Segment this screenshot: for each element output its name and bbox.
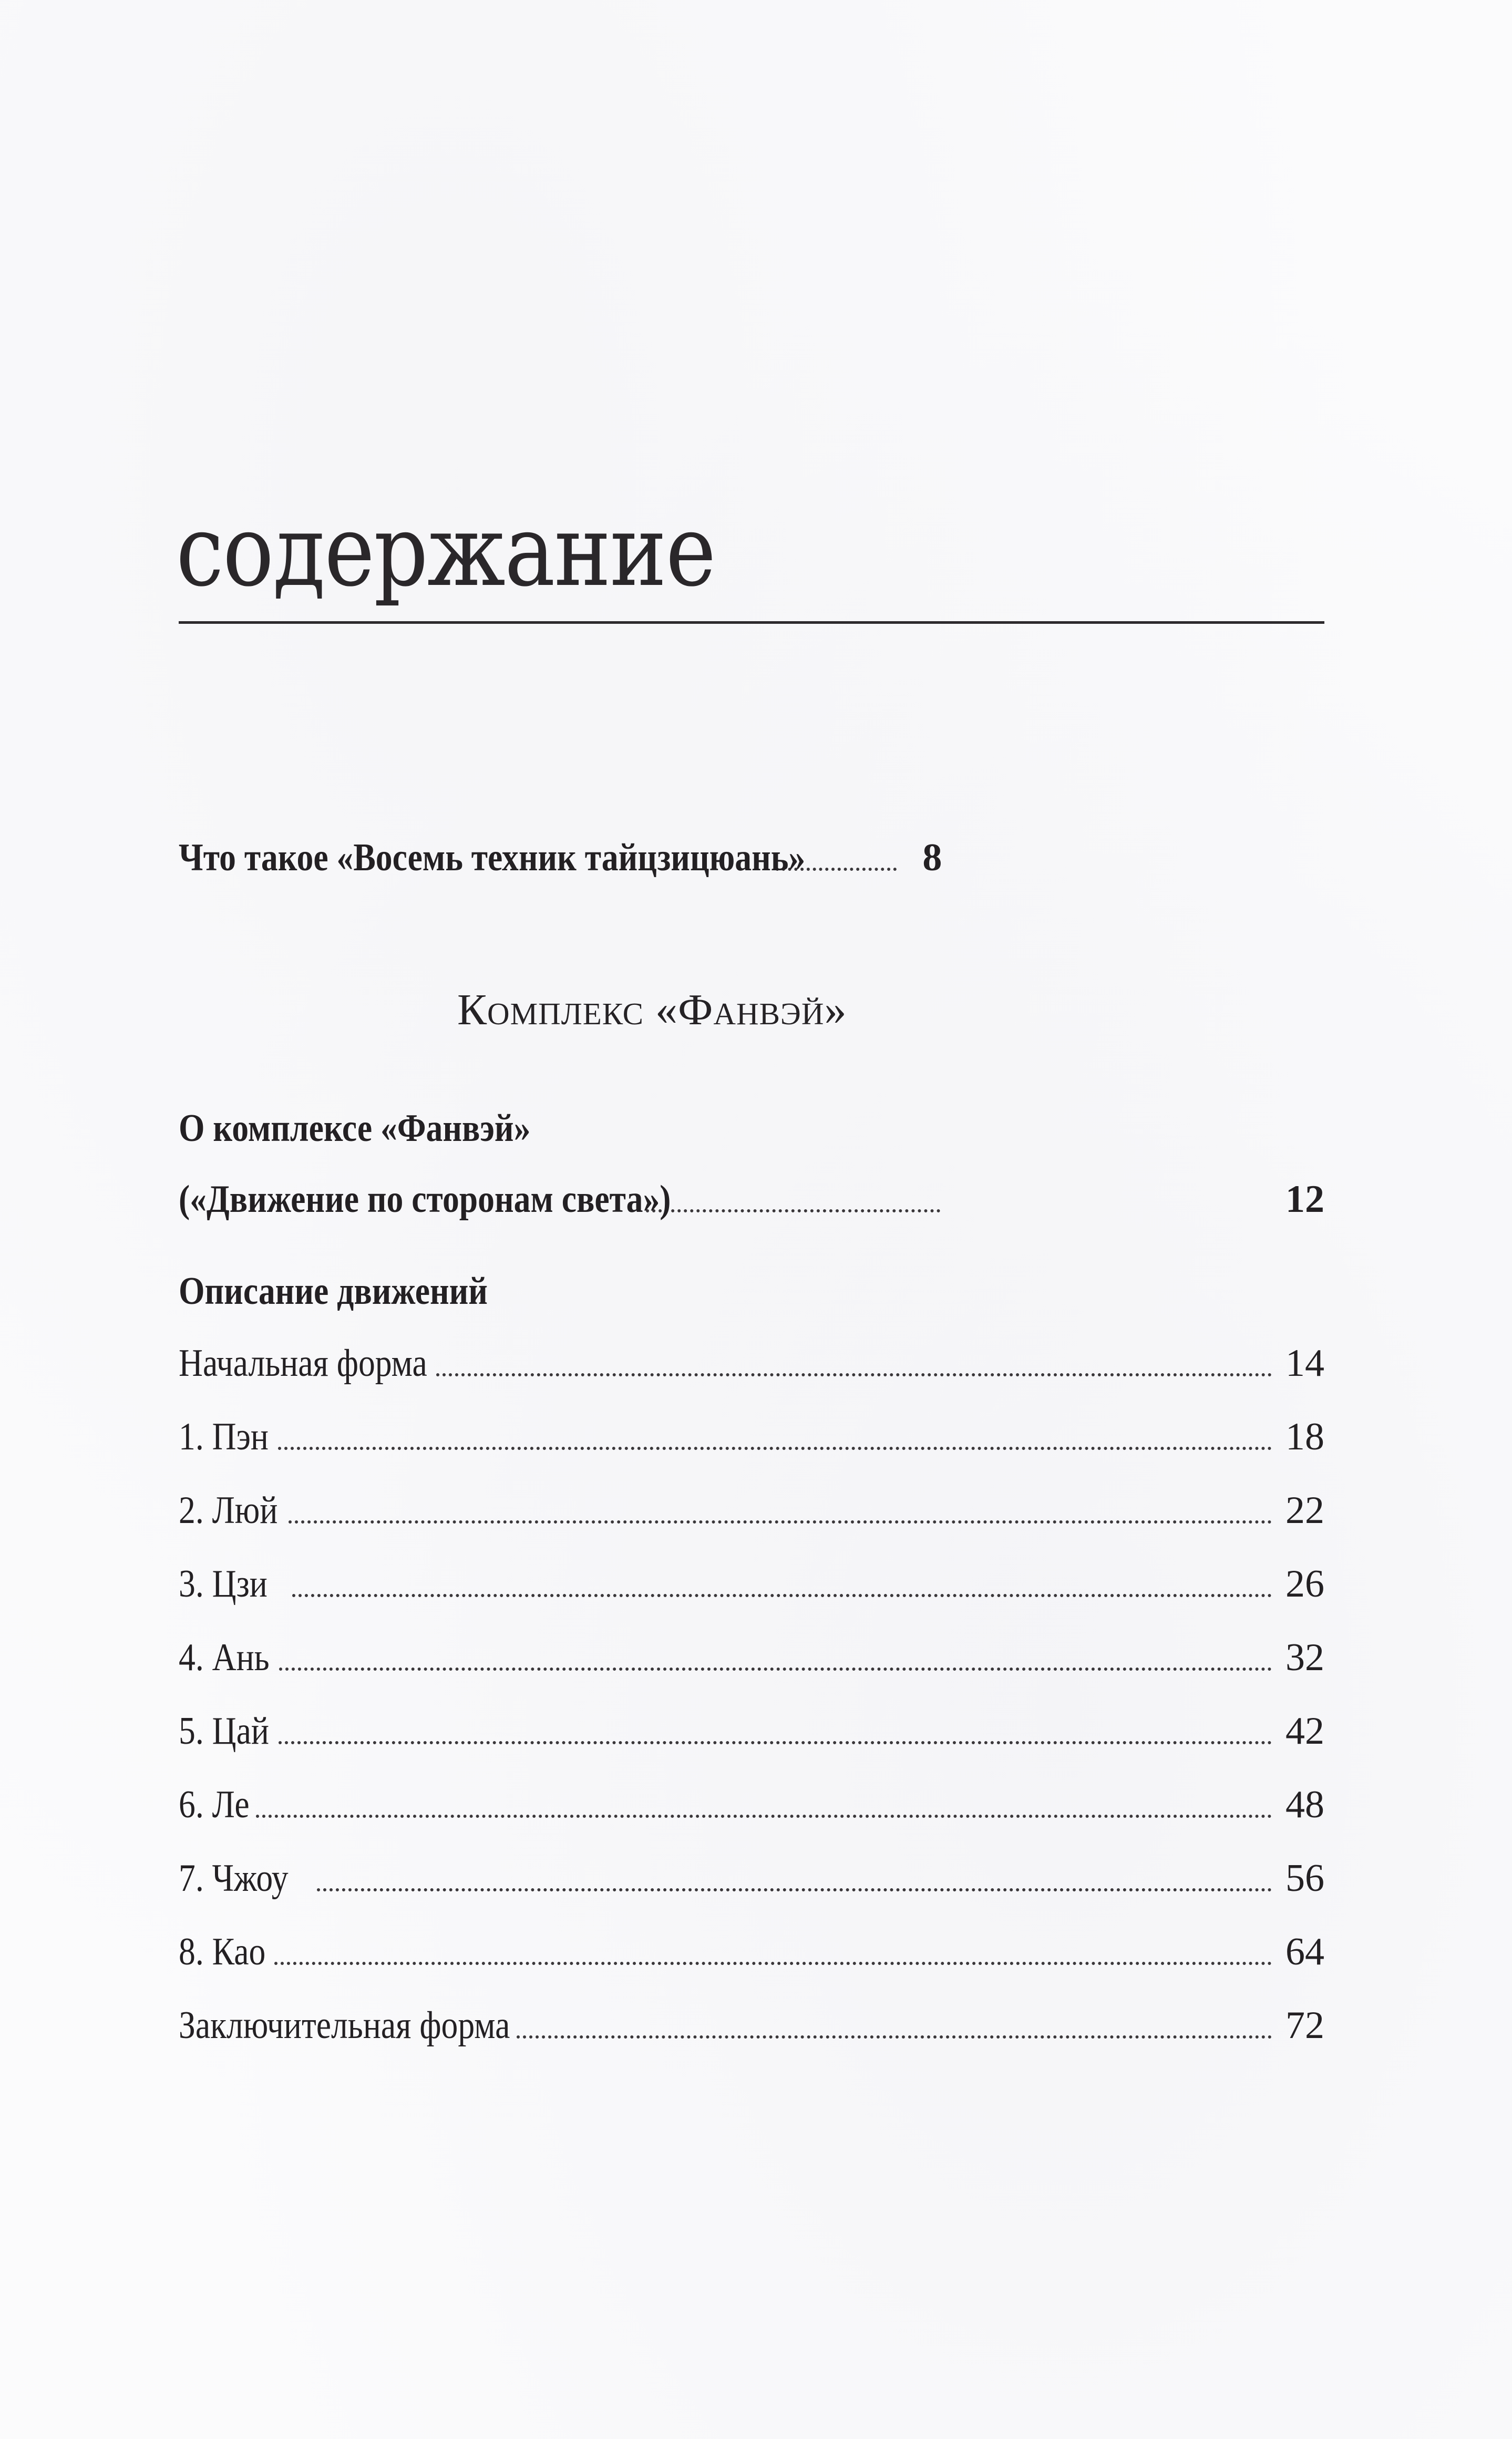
toc-entry-label: Что такое «Восемь техник тайцзицюань» bbox=[179, 836, 806, 879]
toc-entry[interactable] bbox=[179, 1491, 1324, 1530]
dot-leader bbox=[317, 1888, 1272, 1891]
toc-page-number: 48 bbox=[1285, 1783, 1324, 1826]
dot-leader bbox=[289, 1520, 1272, 1524]
toc-page-number: 18 bbox=[1285, 1415, 1324, 1458]
toc-page-number: 42 bbox=[1285, 1710, 1324, 1753]
toc-entry-label: 5. Цай bbox=[179, 1710, 269, 1753]
toc-page-number: 22 bbox=[1285, 1489, 1324, 1532]
dot-leader bbox=[292, 1594, 1272, 1597]
toc-entry-intro[interactable] bbox=[179, 838, 1324, 877]
toc-page-number: 32 bbox=[1285, 1636, 1324, 1679]
toc-page-number: 64 bbox=[1285, 1930, 1324, 1973]
toc-entry[interactable] bbox=[179, 1638, 1324, 1677]
toc-entry-label: Начальная форма bbox=[179, 1342, 427, 1385]
toc-page-number: 26 bbox=[1285, 1562, 1324, 1606]
toc-entry-label: 2. Люй bbox=[179, 1489, 278, 1532]
toc-entry[interactable] bbox=[179, 1562, 1324, 1606]
toc-entry-about[interactable] bbox=[179, 1180, 1324, 1219]
page-title: содержание bbox=[176, 493, 715, 609]
toc-page-number: 56 bbox=[1285, 1857, 1324, 1900]
section-heading bbox=[457, 985, 847, 1034]
dot-leader bbox=[256, 1815, 1272, 1818]
toc-entry[interactable] bbox=[179, 1417, 1324, 1456]
toc-entry-label: 6. Ле bbox=[179, 1783, 250, 1826]
toc-page-number: 8 bbox=[922, 836, 942, 879]
dot-leader bbox=[278, 1447, 1272, 1450]
section-heading-text: Комплекс «Фанвэй» bbox=[457, 985, 847, 1034]
toc-page-number: 72 bbox=[1285, 2004, 1324, 2047]
toc-entry-label: 1. Пэн bbox=[179, 1415, 269, 1458]
dot-leader bbox=[279, 1668, 1272, 1671]
subsection-heading: Описание движений bbox=[179, 1270, 488, 1313]
toc-page-number: 12 bbox=[1285, 1178, 1324, 1221]
toc-entry-about-line1[interactable]: О комплексе «Фанвэй» bbox=[179, 1107, 531, 1150]
dot-leader bbox=[274, 1962, 1272, 1965]
dot-leader bbox=[646, 1209, 940, 1212]
dot-leader bbox=[517, 2035, 1272, 2039]
toc-entry[interactable] bbox=[179, 1712, 1324, 1751]
toc-entry-label: 8. Као bbox=[179, 1930, 266, 1973]
dot-leader bbox=[436, 1373, 1272, 1376]
toc-entry-label: 3. Цзи bbox=[179, 1562, 268, 1606]
toc-entry-label: 4. Ань bbox=[179, 1636, 270, 1679]
toc-entry[interactable] bbox=[179, 1932, 1324, 1971]
toc-entry[interactable] bbox=[179, 1859, 1324, 1898]
dot-leader bbox=[279, 1741, 1272, 1744]
toc-page-number: 14 bbox=[1285, 1342, 1324, 1385]
toc-entry-label: 7. Чжоу bbox=[179, 1857, 289, 1900]
toc-entry[interactable] bbox=[179, 1785, 1324, 1824]
toc-entry-label: Заключительная форма bbox=[179, 2004, 510, 2047]
toc-entry[interactable] bbox=[179, 2006, 1324, 2045]
toc-entry-label: («Движение по сторонам света») bbox=[179, 1178, 671, 1221]
title-rule-divider bbox=[179, 621, 1324, 624]
toc-entry[interactable] bbox=[179, 1344, 1324, 1383]
